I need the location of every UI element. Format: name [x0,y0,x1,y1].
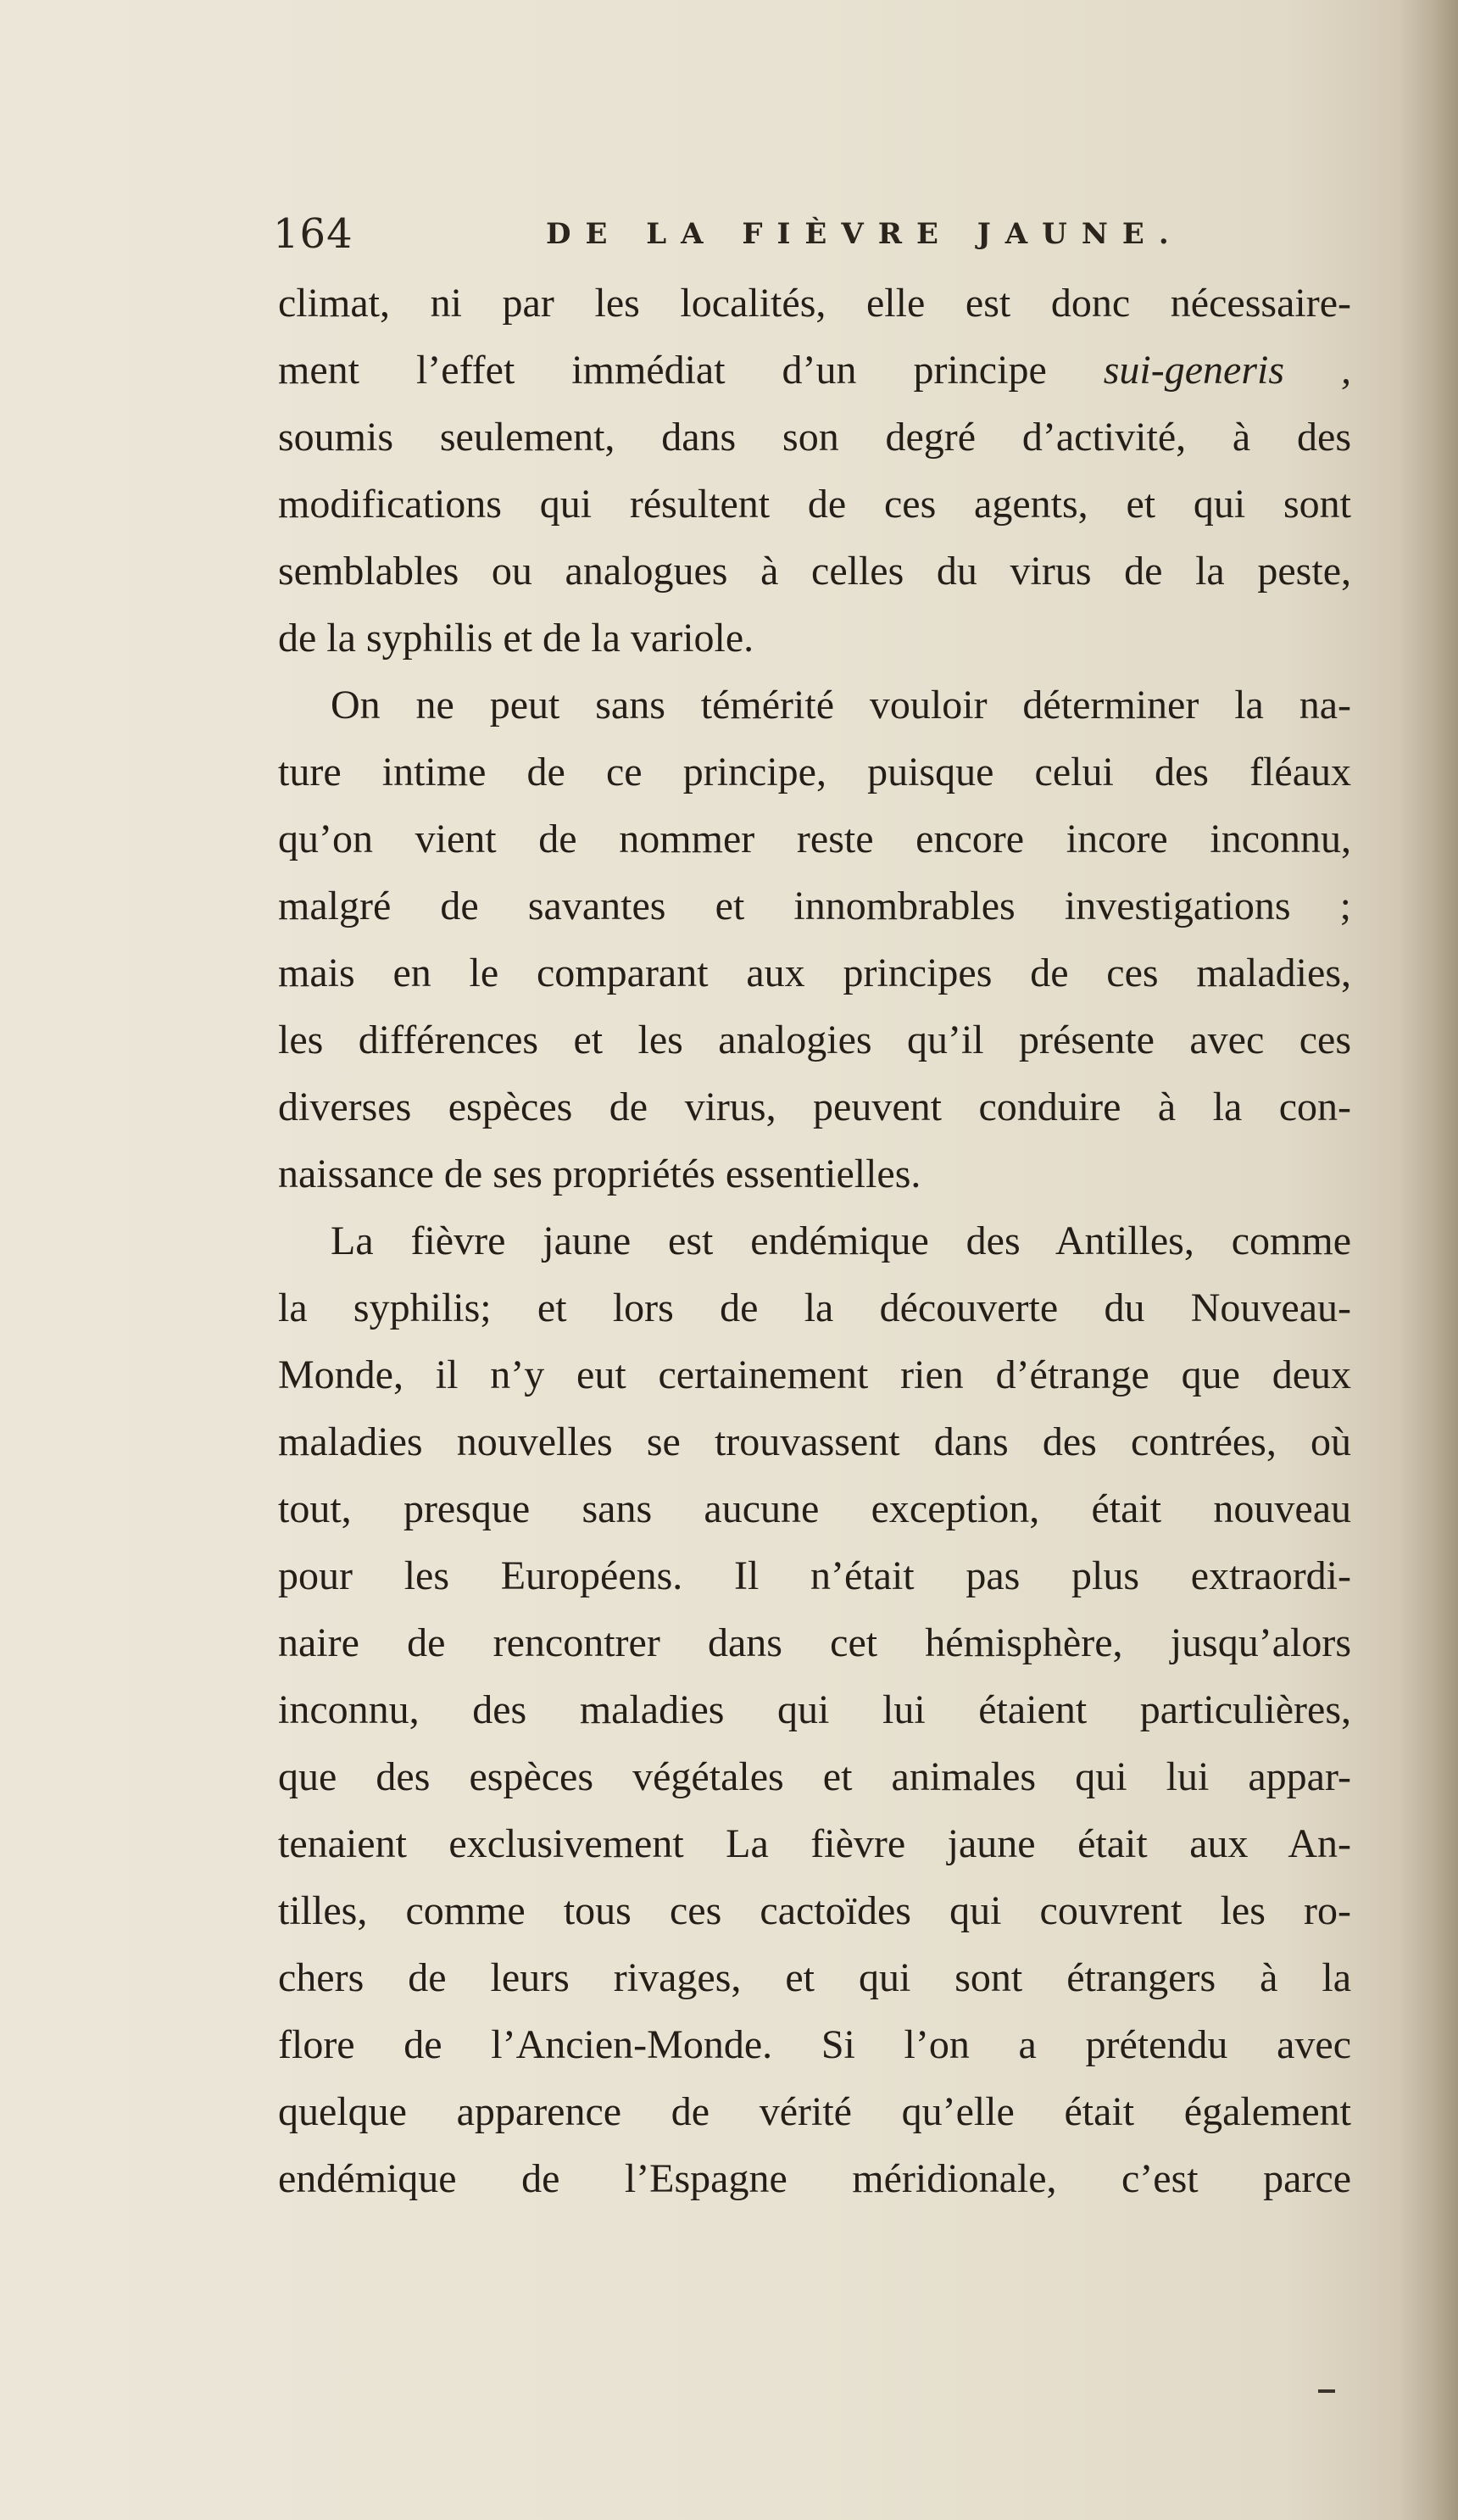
text-line: la syphilis; et lors de la découverte du Nouveau- [278,1285,1351,1330]
text-line: tout, presque sans aucune exception, était nouveau [278,1486,1351,1531]
text-line: modifications qui résultent de ces agents, et qui sont [278,482,1351,527]
text-line: pour les Européens. Il n’était pas plus extraordi- [278,1553,1351,1598]
text-line: tilles, comme tous ces cactoïdes qui couvrent les ro- [278,1888,1351,1933]
text-line: endémique de l’Espagne méridionale, c’est parce [278,2156,1351,2201]
text-line-with-italic [278,337,1351,404]
text-line: malgré de savantes et innombrables investigations ; [278,884,1351,928]
text-line: chers de leurs rivages, et qui sont étrangers à la [278,1955,1351,2000]
body-text [278,270,1351,2212]
text-line: flore de l’Ancien-Monde. Si l’on a prétendu avec [278,2022,1351,2067]
printer-mark [1318,2389,1335,2393]
running-title: DE LA FIÈVRE JAUNE. [546,217,1183,251]
text-line: qu’on vient de nommer reste encore incore inconnu, [278,817,1351,861]
text-line: Monde, il n’y eut certainement rien d’étrange que deux [278,1352,1351,1397]
italic-term: sui-generis , [1103,348,1351,393]
text-line: semblables ou analogues à celles du virus de la peste, [278,549,1351,594]
text-line: de la syphilis et de la variole. [278,616,754,661]
text-line: maladies nouvelles se trouvassent dans des contrées, où [278,1419,1351,1464]
text-line: quelque apparence de vérité qu’elle était également [278,2089,1351,2134]
text-line: diverses espèces de virus, peuvent conduire à la con- [278,1084,1351,1129]
text-line: inconnu, des maladies qui lui étaient particulières, [278,1687,1351,1732]
text-line-paragraph-start: La fièvre jaune est endémique des Antilles, comme [331,1218,1351,1263]
text-line: soumis seulement, dans son degré d’activité, à des [278,415,1351,460]
text-line-paragraph-start: On ne peut sans témérité vouloir déterminer la na- [331,683,1351,728]
page-number: 164 [273,210,353,258]
text-fragment: ment l’effet immédiat d’un principe [278,348,1104,393]
running-head [273,210,1375,278]
text-line: naire de rencontrer dans cet hémisphère, jusqu’alors [278,1620,1351,1665]
text-line: climat, ni par les localités, elle est donc nécessaire- [278,281,1351,326]
text-line: les différences et les analogies qu’il présente avec ces [278,1017,1351,1062]
text-line: naissance de ses propriétés essentielles. [278,1151,921,1196]
page-edge-shadow [1399,0,1458,2520]
text-line: ture intime de ce principe, puisque celui des fléaux [278,750,1351,794]
text-line: mais en le comparant aux principes de ces maladies, [278,951,1351,995]
text-line: que des espèces végétales et animales qui lui appar- [278,1754,1351,1799]
text-line: tenaient exclusivement La fièvre jaune était aux An- [278,1821,1351,1866]
